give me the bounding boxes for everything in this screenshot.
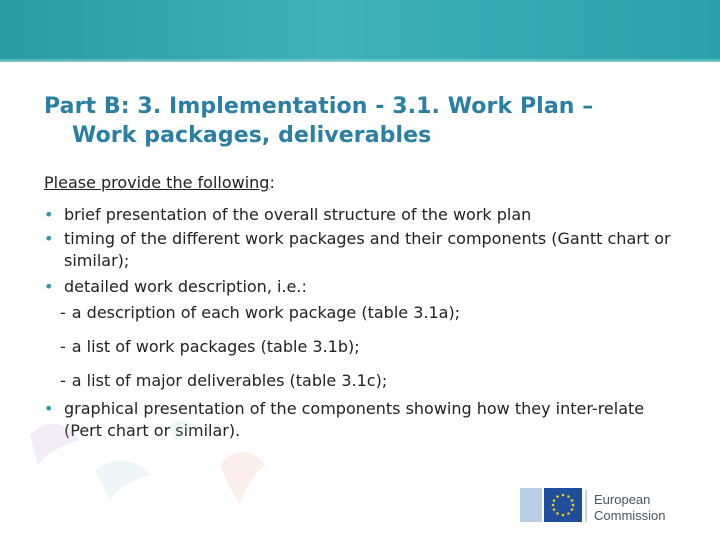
logo-line-2: Commission xyxy=(594,508,666,523)
list-item xyxy=(44,228,684,272)
list-item xyxy=(44,276,684,298)
dash-marker: - xyxy=(60,337,66,356)
dash-marker: - xyxy=(60,371,66,390)
list-item xyxy=(44,204,684,226)
sub-list-item xyxy=(60,302,460,324)
list-item-text: detailed work description, i.e.: xyxy=(64,277,307,296)
bullet-icon: • xyxy=(44,399,54,418)
intro-text xyxy=(44,172,684,194)
dash-marker: - xyxy=(60,303,66,322)
intro-underlined: Please provide the following xyxy=(44,173,270,192)
sub-list-item-text: a list of major deliverables (table 3.1c); xyxy=(71,371,388,390)
birds-watermark xyxy=(20,395,290,535)
sub-list-item-text: a list of work packages (table 3.1b); xyxy=(71,337,360,356)
list-item-text: brief presentation of the overall structure of the work plan xyxy=(64,205,532,224)
sub-list-item-text: a description of each work package (table 3.1a); xyxy=(71,303,461,322)
intro-block xyxy=(44,172,684,194)
bullet-icon: • xyxy=(44,205,54,224)
logo-line-1: European xyxy=(594,492,651,507)
slide-title xyxy=(44,92,684,150)
sub-list-item xyxy=(60,336,360,358)
list-item-text: timing of the different work packages and their components (Gantt chart or similar); xyxy=(64,229,671,270)
bullet-icon: • xyxy=(44,277,54,296)
intro-colon: : xyxy=(269,173,275,192)
list-item-text: graphical presentation of the components showing how they inter-relate (Pert chart or similar). xyxy=(64,399,645,440)
title-line-2: Work packages, deliverables xyxy=(72,123,432,148)
title-line-1: Part B: 3. Implementation - 3.1. Work Plan – xyxy=(44,94,594,119)
header-bar xyxy=(0,0,720,62)
european-commission-logo xyxy=(520,486,700,526)
sub-list-item xyxy=(60,370,387,392)
bullet-icon: • xyxy=(44,229,54,248)
